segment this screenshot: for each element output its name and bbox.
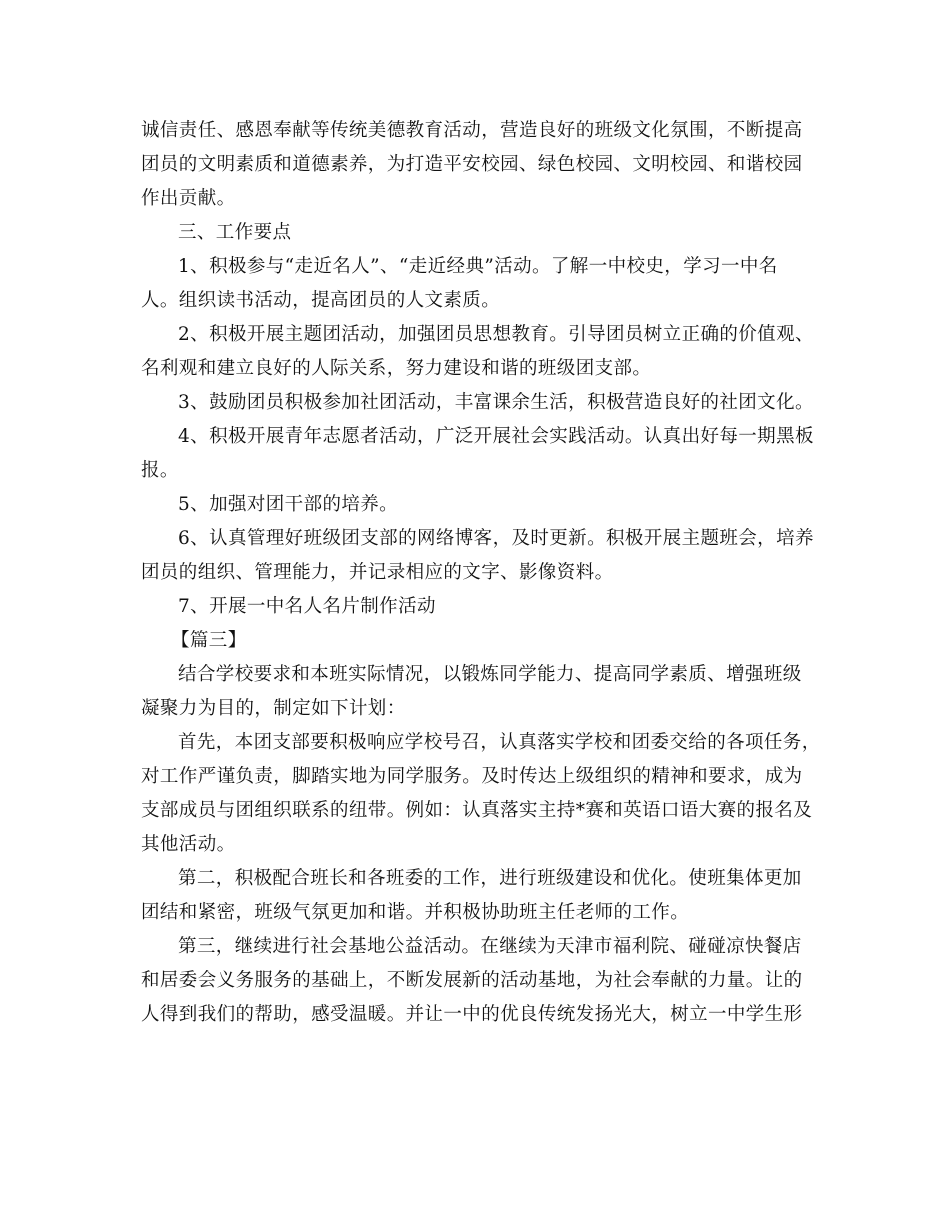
text-line: 3、鼓励团员积极参加社团活动，丰富课余生活，积极营造良好的社团文化。	[178, 392, 814, 413]
text-line: 1、积极参与“走近名人”、“走近经典”活动。了解一中校史，学习一中名	[178, 256, 778, 277]
text-line: 第二，积极配合班长和各班委的工作，进行班级建设和优化。使班集体更加	[178, 868, 802, 889]
text-line: 人得到我们的帮助，感受温暖。并让一中的优良传统发扬光大，树立一中学生形	[141, 1004, 803, 1025]
text-line: 团结和紧密，班级气氛更加和谐。并积极协助班主任老师的工作。	[141, 902, 690, 923]
text-line: 2、积极开展主题团活动，加强团员思想教育。引导团员树立正确的价值观、	[178, 324, 814, 345]
section-heading: 三、工作要点	[178, 222, 292, 243]
text-line: 诚信责任、感恩奉献等传统美德教育活动，营造良好的班级文化氛围，不断提高	[141, 120, 803, 141]
part-heading: 【篇三】	[171, 630, 247, 651]
text-line: 和居委会义务服务的基础上，不断发展新的活动基地，为社会奉献的力量。让的	[141, 970, 803, 991]
text-line: 报。	[141, 460, 179, 481]
text-line: 支部成员与团组织联系的纽带。例如：认真落实主持*赛和英语口语大赛的报名及	[141, 800, 813, 821]
text-line: 结合学校要求和本班实际情况，以锻炼同学能力、提高同学素质、增强班级	[178, 664, 802, 685]
text-line: 第三，继续进行社会基地公益活动。在继续为天津市福利院、碰碰凉快餐店	[178, 936, 802, 957]
text-line: 6、认真管理好班级团支部的网络博客，及时更新。积极开展主题班会，培养	[178, 528, 814, 549]
document-body	[141, 114, 821, 1032]
text-line: 人。组织读书活动，提高团员的人文素质。	[141, 290, 501, 311]
text-line: 4、积极开展青年志愿者活动，广泛开展社会实践活动。认真出好每一期黑板	[178, 426, 814, 447]
text-line: 其他活动。	[141, 834, 236, 855]
text-line: 团员的组织、管理能力，并记录相应的文字、影像资料。	[141, 562, 614, 583]
text-line: 7、开展一中名人名片制作活动	[178, 596, 436, 617]
text-line: 作出贡献。	[141, 188, 236, 209]
text-line: 凝聚力为目的，制定如下计划：	[141, 698, 406, 719]
text-line: 对工作严谨负责，脚踏实地为同学服务。及时传达上级组织的精神和要求，成为	[141, 766, 803, 787]
text-line: 首先，本团支部要积极响应学校号召，认真落实学校和团委交给的各项任务，	[178, 732, 821, 753]
text-line: 团员的文明素质和道德素养，为打造平安校园、绿色校园、文明校园、和谐校园	[141, 154, 803, 175]
text-line: 5、加强对团干部的培养。	[178, 494, 399, 515]
text-line: 名利观和建立良好的人际关系，努力建设和谐的班级团支部。	[141, 358, 652, 379]
